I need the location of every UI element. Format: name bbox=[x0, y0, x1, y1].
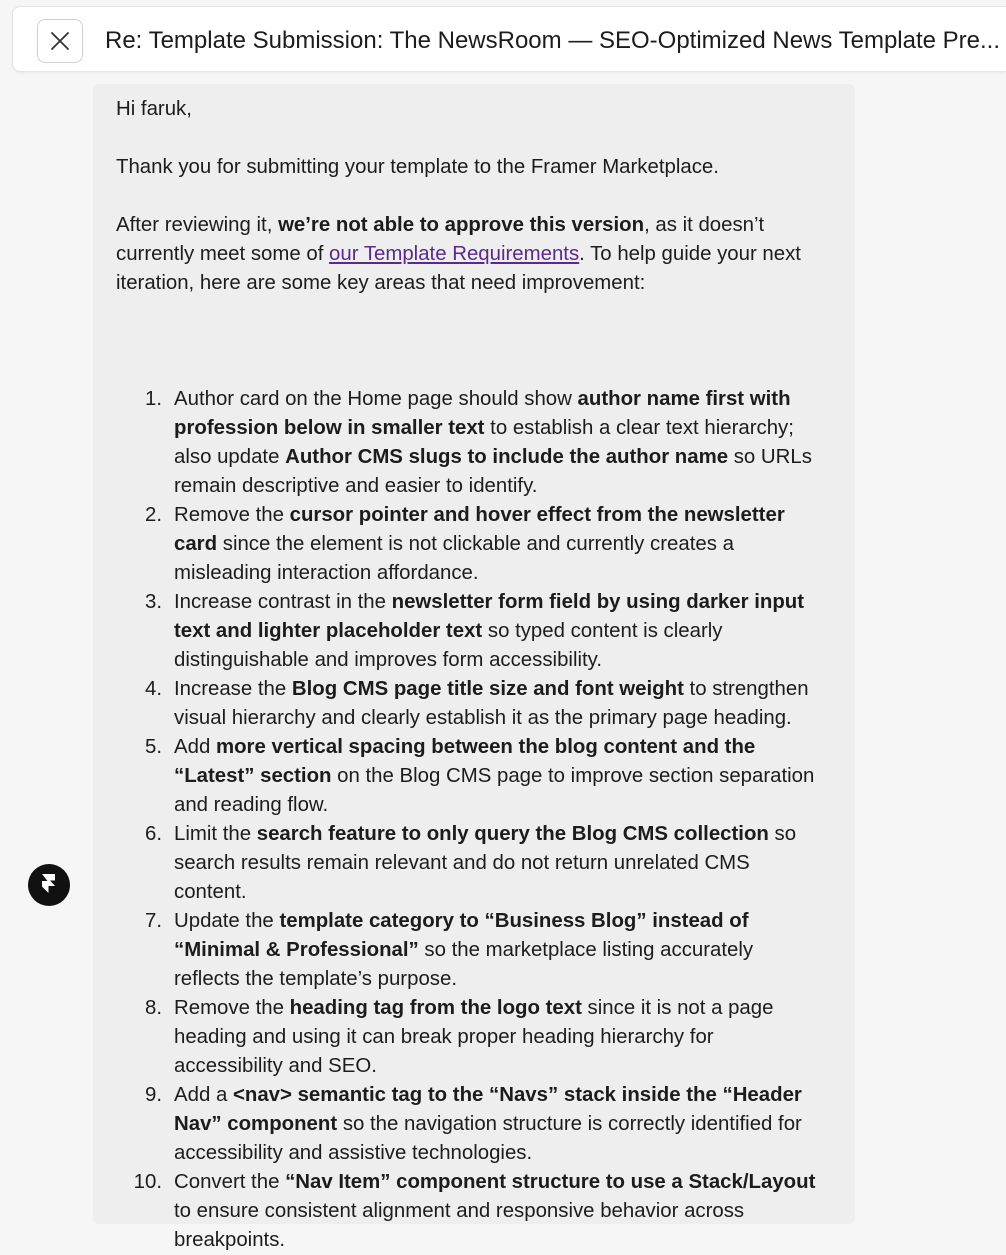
framer-logo-icon bbox=[38, 873, 60, 897]
thanks-paragraph: Thank you for submitting your template to the Framer Marketplace. bbox=[116, 156, 719, 178]
list-item-number: 1. bbox=[144, 388, 162, 410]
template-requirements-link[interactable]: our Template Requirements bbox=[329, 243, 580, 265]
list-item-text: since it is not a page heading and using it can break proper heading hierarchy for accessibility and SEO. bbox=[174, 997, 774, 1077]
improvement-list bbox=[116, 385, 816, 1255]
list-item-bold-text: newsletter form field by using darker input text and lighter placeholder text bbox=[174, 591, 805, 642]
close-button[interactable] bbox=[37, 19, 83, 63]
list-item-text: to strengthen visual hierarchy and clearly establish it as the primary page heading. bbox=[174, 678, 809, 729]
review-text-1: After reviewing it, bbox=[116, 214, 279, 236]
list-item-text: Author card on the Home page should show bbox=[174, 388, 578, 410]
list-item-bold-text: heading tag from the logo text bbox=[289, 997, 582, 1019]
list-item-text: Update the bbox=[174, 910, 280, 932]
list-item-text: Remove the bbox=[174, 504, 290, 526]
review-text-3: . To help guide your next iteration, here are some key areas that need improvement: bbox=[116, 243, 801, 294]
email-body bbox=[93, 84, 855, 1251]
list-item-text: on the Blog CMS page to improve section separation and reading flow. bbox=[174, 765, 815, 816]
list-item-number: 7. bbox=[144, 910, 162, 932]
list-item bbox=[116, 501, 816, 588]
list-item bbox=[116, 1168, 816, 1255]
list-item bbox=[116, 733, 816, 820]
list-item-text: Limit the bbox=[174, 823, 257, 845]
list-item-bold-text: <nav> semantic tag to the “Navs” stack inside the “Header Nav” component bbox=[174, 1084, 802, 1135]
list-item-bold-text: search feature to only query the Blog CMS collection bbox=[256, 823, 769, 845]
greeting: Hi faruk, bbox=[116, 98, 192, 120]
review-text-2: , as it doesn’t currently meet some of bbox=[116, 214, 765, 265]
list-item-number: 4. bbox=[144, 678, 162, 700]
list-item bbox=[116, 907, 816, 994]
list-item-text: Increase the bbox=[174, 678, 292, 700]
list-item-text: so search results remain relevant and do not return unrelated CMS content. bbox=[174, 823, 797, 903]
list-item bbox=[116, 1081, 816, 1168]
list-item-bold-text: template category to “Business Blog” instead of “Minimal & Professional” bbox=[174, 910, 749, 961]
list-item-number: 10. bbox=[133, 1171, 162, 1193]
review-bold: we’re not able to approve this version bbox=[278, 214, 645, 236]
list-item-bold-text: Blog CMS page title size and font weight bbox=[291, 678, 684, 700]
list-item-bold-text: Author CMS slugs to include the author name bbox=[285, 446, 729, 468]
list-item bbox=[116, 588, 816, 675]
list-item bbox=[116, 820, 816, 907]
list-item bbox=[116, 385, 816, 501]
email-header bbox=[12, 6, 1006, 72]
close-icon bbox=[49, 30, 71, 52]
list-item-number: 6. bbox=[144, 823, 162, 845]
review-paragraph bbox=[116, 211, 836, 298]
sender-avatar bbox=[28, 864, 70, 906]
list-item-text: so URLs remain descriptive and easier to identify. bbox=[174, 446, 812, 497]
list-item-text: so the marketplace listing accurately reflects the template’s purpose. bbox=[174, 939, 754, 990]
list-item-text: Convert the bbox=[174, 1171, 286, 1193]
list-item bbox=[116, 675, 816, 733]
list-item-text: to ensure consistent alignment and responsive behavior across breakpoints. bbox=[174, 1200, 745, 1251]
list-item-number: 9. bbox=[144, 1084, 162, 1106]
list-item-bold-text: author name first with profession below in smaller text bbox=[174, 388, 791, 439]
list-item-text: so typed content is clearly distinguishable and improves form accessibility. bbox=[174, 620, 723, 671]
list-item-text: Remove the bbox=[174, 997, 290, 1019]
list-item-number: 3. bbox=[144, 591, 162, 613]
list-item-text: since the element is not clickable and currently creates a misleading interaction affordance. bbox=[174, 533, 734, 584]
list-item-number: 2. bbox=[144, 504, 162, 526]
email-subject: Re: Template Submission: The NewsRoom — SEO-Optimized News Template Pre... bbox=[105, 27, 1001, 54]
list-item-bold-text: more vertical spacing between the blog content and the “Latest” section bbox=[174, 736, 756, 787]
list-item bbox=[116, 994, 816, 1081]
list-item-text: Add bbox=[174, 736, 216, 758]
list-item-text: Increase contrast in the bbox=[174, 591, 392, 613]
list-item-number: 5. bbox=[144, 736, 162, 758]
list-item-number: 8. bbox=[144, 997, 162, 1019]
list-item-text: Add a bbox=[174, 1084, 233, 1106]
list-item-text: to establish a clear text hierarchy; also update bbox=[174, 417, 794, 468]
list-item-bold-text: cursor pointer and hover effect from the newsletter card bbox=[174, 504, 785, 555]
list-item-bold-text: “Nav Item” component structure to use a Stack/Layout bbox=[285, 1171, 816, 1193]
list-item-text: so the navigation structure is correctly identified for accessibility and assistive technologies. bbox=[174, 1113, 802, 1164]
